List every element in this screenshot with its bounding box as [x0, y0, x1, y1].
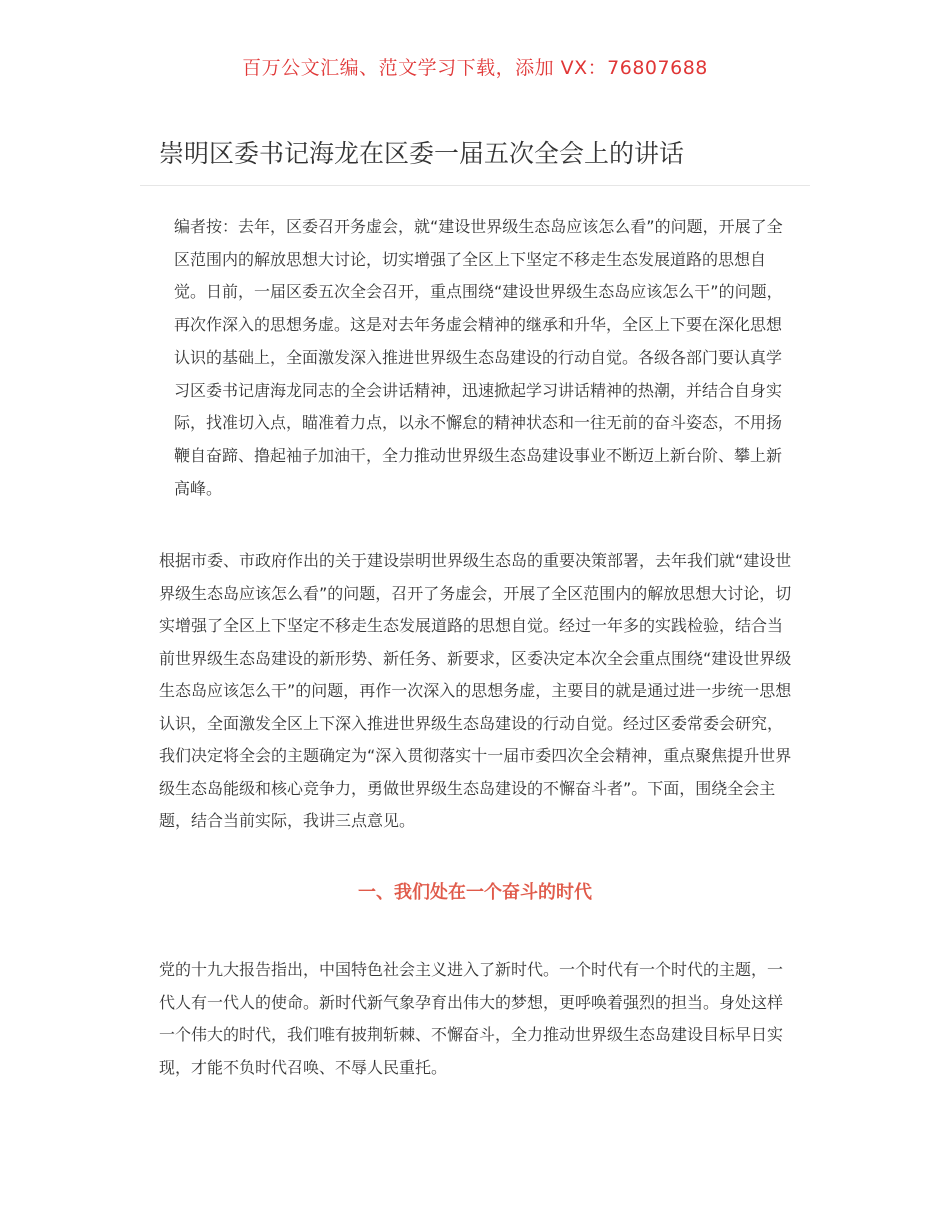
- title-divider: [140, 185, 810, 186]
- editor-note: 编者按：去年，区委召开务虚会，就“建设世界级生态岛应该怎么看”的问题，开展了全区范围内的解放思想大讨论，切实增强了全区上下坚定不移走生态发展道路的思想自觉。日前，一届区委五次全会召开，重点围绕“建设世界级生态岛应该怎么干”的问题，再次作深入的思想务虚。这是对去年务虚会精神的继承和升华，全区上下要在深化思想认识的基础上，全面激发深入推进世界级生态岛建设的行动自觉。各级各部门要认真学习区委书记唐海龙同志的全会讲话精神，迅速掀起学习讲话精神的热潮，并结合自身实际，找准切入点，瞄准着力点，以永不懈怠的精神状态和一往无前的奋斗姿态，不用扬鞭自奋蹄、撸起袖子加油干，全力推动世界级生态岛建设事业不断迈上新台阶、攀上新高峰。: [174, 217, 783, 498]
- body-paragraph-1: 根据市委、市政府作出的关于建设崇明世界级生态岛的重要决策部署，去年我们就“建设世界级生态岛应该怎么看”的问题，召开了务虚会，开展了全区范围内的解放思想大讨论，切实增强了全区上下坚定不移走生态发展道路的思想自觉。经过一年多的实践检验，结合当前世界级生态岛建设的新形势、新任务、新要求，区委决定本次全会重点围绕“建设世界级生态岛应该怎么干”的问题，再作一次深入的思想务虚，主要目的就是通过进一步统一思想认识，全面激发全区上下深入推进世界级生态岛建设的行动自觉。经过区委常委会研究，我们决定将全会的主题确定为“深入贯彻落实十一届市委四次全会精神，重点聚焦提升世界级生态岛能级和核心竞争力，勇做世界级生态岛建设的不懈奋斗者”。下面，围绕全会主题，结合当前实际，我讲三点意见。: [159, 551, 792, 830]
- page-title: 崇明区委书记海龙在区委一届五次全会上的讲话: [159, 139, 685, 168]
- promo-banner: 百万公文汇编、范文学习下载，添加 VX：76807688: [242, 57, 708, 79]
- section-heading-1: 一、我们处在一个奋斗的时代: [358, 882, 592, 903]
- body-paragraph-2: 党的十九大报告指出，中国特色社会主义进入了新时代。一个时代有一个时代的主题，一代人有一代人的使命。新时代新气象孕育出伟大的梦想，更呼唤着强烈的担当。身处这样一个伟大的时代，我们唯有披荆斩棘、不懈奋斗，全力推动世界级生态岛建设目标早日实现，才能不负时代召唤、不辱人民重托。: [159, 960, 784, 1077]
